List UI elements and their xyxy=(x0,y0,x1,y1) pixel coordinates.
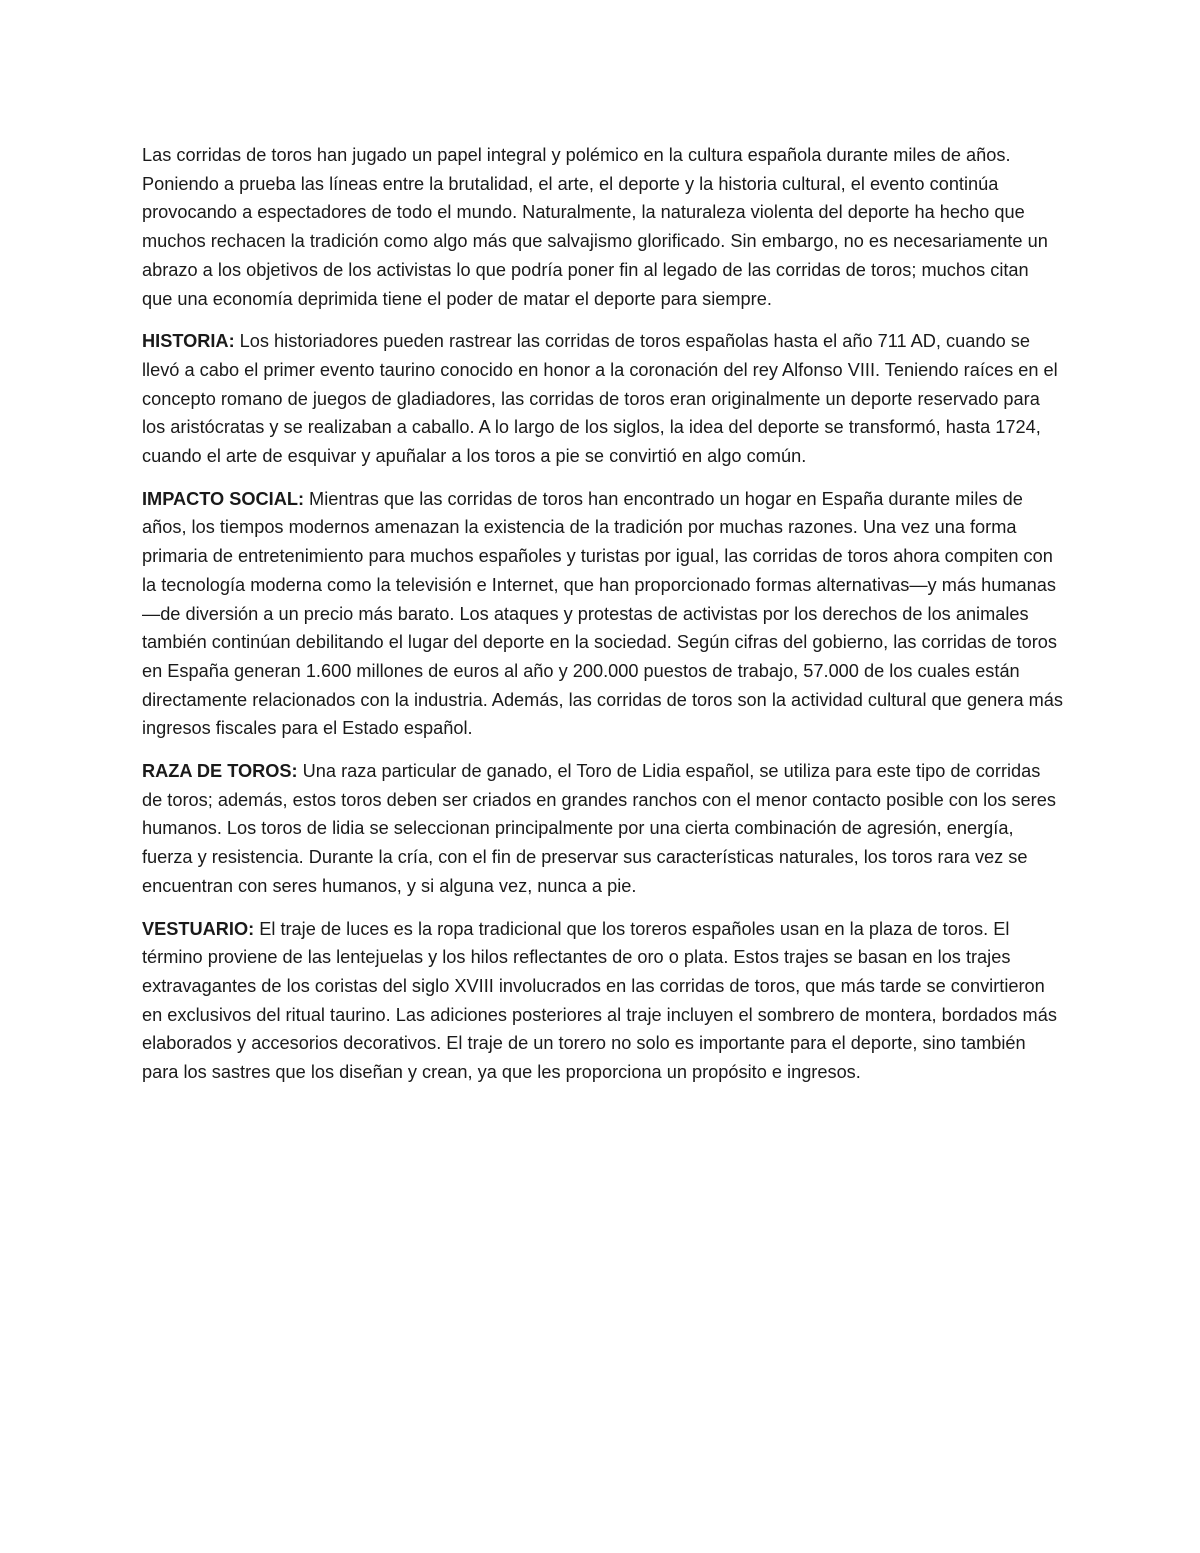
section-raza-de-toros xyxy=(142,757,1064,901)
section-heading-vestuario: VESTUARIO: xyxy=(142,918,255,939)
section-text-impacto-social: Mientras que las corridas de toros han encontrado un hogar en España durante miles de años, los tiempos modernos amenazan la existencia de la tradición por muchas razones. Una vez una forma primaria de entretenimiento para muchos españoles y turistas por igual, las corridas de toros ahora compiten con la tecnología moderna como la televisión e Internet, que han proporcionado formas alternativas—y más humanas—de diversión a un precio más barato. Los ataques y protestas de activistas por los derechos de los animales también continúan debilitando el lugar del deporte en la sociedad. Según cifras del gobierno, las corridas de toros en España generan 1.600 millones de euros al año y 200.000 puestos de trabajo, 57.000 de los cuales están directamente relacionados con la industria. Además, las corridas de toros son la actividad cultural que genera más ingresos fiscales para el Estado español. xyxy=(142,488,1063,739)
section-heading-raza-de-toros: RAZA DE TOROS: xyxy=(142,761,298,782)
section-text-historia: Los historiadores pueden rastrear las corridas de toros españolas hasta el año 711 AD, cuando se llevó a cabo el primer evento taurino conocido en honor a la coronación del rey Alfonso VIII. Teniendo raíces en el concepto romano de juegos de gladiadores, las corridas de toros eran originalmente un deporte reservado para los aristócratas y se realizaban a caballo. A lo largo de los siglos, la idea del deporte se transformó, hasta 1724, cuando el arte de esquivar y apuñalar a los toros a pie se convirtió en algo común. xyxy=(142,331,1058,467)
document-body xyxy=(142,141,1064,1101)
section-heading-historia: HISTORIA: xyxy=(142,331,235,352)
section-impacto-social xyxy=(142,485,1064,743)
section-historia xyxy=(142,327,1064,471)
section-heading-impacto-social: IMPACTO SOCIAL: xyxy=(142,488,304,509)
section-text-raza-de-toros: Una raza particular de ganado, el Toro de Lidia español, se utiliza para este tipo de corridas de toros; además, estos toros deben ser criados en grandes ranchos con el menor contacto posible con los seres humanos. Los toros de lidia se seleccionan principalmente por una cierta combinación de agresión, energía, fuerza y resistencia. Durante la cría, con el fin de preservar sus características naturales, los toros rara vez se encuentran con seres humanos, y si alguna vez, nunca a pie. xyxy=(142,761,1056,896)
intro-paragraph xyxy=(142,141,1064,313)
section-vestuario xyxy=(142,915,1064,1087)
section-text-vestuario: El traje de luces es la ropa tradicional que los toreros españoles usan en la plaza de toros. El término proviene de las lentejuelas y los hilos reflectantes de oro o plata. Estos trajes se basan en los trajes extravagantes de los coristas del siglo XVIII involucrados en las corridas de toros, que más tarde se convirtieron en exclusivos del ritual taurino. Las adiciones posteriores al traje incluyen el sombrero de montera, bordados más elaborados y accesorios decorativos. El traje de un torero no solo es importante para el deporte, sino también para los sastres que los diseñan y crean, ya que les proporciona un propósito e ingresos. xyxy=(142,918,1057,1083)
intro-text: Las corridas de toros han jugado un papel integral y polémico en la cultura española durante miles de años. Poniendo a prueba las líneas entre la brutalidad, el arte, el deporte y la historia cultural, el evento continúa provocando a espectadores de todo el mundo. Naturalmente, la naturaleza violenta del deporte ha hecho que muchos rechacen la tradición como algo más que salvajismo glorificado. Sin embargo, no es necesariamente un abrazo a los objetivos de los activistas lo que podría poner fin al legado de las corridas de toros; muchos citan que una economía deprimida tiene el poder de matar el deporte para siempre. xyxy=(142,145,1048,309)
